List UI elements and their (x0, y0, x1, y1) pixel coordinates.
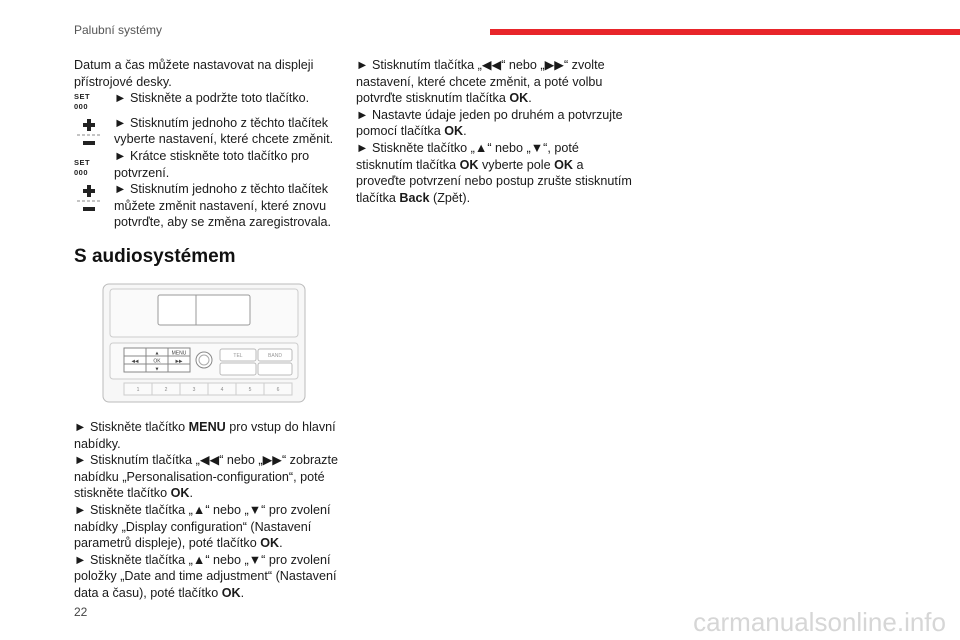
step-confirm-set (74, 148, 344, 181)
plus-minus-icon (74, 183, 106, 220)
step-text: ► Stiskněte a podržte toto tlačítko. (114, 91, 310, 106)
up-button-label: ▲ (154, 350, 160, 357)
prev-button-label: ◀◀ (131, 358, 139, 364)
set-data-paragraph: ► Nastavte údaje jeden po druhém a potvrzujte pomocí tlačítka OK. (356, 107, 623, 139)
select-setting-paragraph: ► Stisknutím tlačítka „◀◀“ nebo „▶▶“ zvolte nastavení, které chcete změnit, a poté volbu potvrďte stisknutím tlačítka OK. (356, 58, 605, 106)
section-heading: S audiosystémem (74, 245, 236, 267)
step-text: ► Stisknutím jednoho z těchto tlačítek můžete změnit nastavení, které znovu potvrďte, aby se změna zaregistrovala. (114, 182, 332, 230)
step-select-setting (74, 115, 344, 148)
menu-paragraph: ► Stiskněte tlačítko MENU pro vstup do hlavní nabídky. (74, 419, 336, 451)
preset-label: 6 (276, 386, 280, 393)
step-hold-set (74, 90, 344, 112)
header-accent-bar (490, 29, 960, 35)
preset-buttons (124, 383, 292, 395)
step-text: ► Stisknutím jednoho z těchto tlačítek vyberte nastavení, které chcete změnit. (114, 115, 334, 147)
audio-system-illustration (102, 283, 306, 403)
intro-paragraph: Datum a čas můžete nastavovat na displeji přístrojové desky. (74, 58, 314, 89)
next-button-label: ▶▶ (175, 358, 183, 364)
display-config-paragraph: ► Stiskněte tlačítka „▲“ nebo „▼“ pro zvolení nabídky „Display configuration“ (Nastavení parametrů displeje), poté tlačítko OK. (74, 502, 331, 551)
band-button-label: BAND (268, 352, 282, 359)
menu-button-label: MENU (171, 350, 187, 357)
preset-label: 4 (220, 386, 224, 393)
preset-label: 3 (192, 386, 196, 393)
ok-button-label: OK (153, 358, 161, 365)
personalisation-paragraph: ► Stisknutím tlačítka „◀◀“ nebo „▶▶“ zobrazte nabídku „Personalisation-configuration“, poté stiskněte tlačítko OK. (74, 453, 338, 501)
tel-button-label: TEL (233, 352, 243, 359)
left-column (74, 57, 344, 601)
step-change-setting (74, 181, 344, 231)
set-button-icon: SET 000 (74, 92, 91, 112)
right-column (356, 57, 634, 206)
preset-label: 5 (248, 386, 252, 393)
confirm-cancel-paragraph: ► Stiskněte tlačítko „▲“ nebo „▼“, poté stisknutím tlačítka OK vyberte pole OK a proveďte potvrzení nebo postup zrušte stisknutím tlačítka Back (Zpět). (356, 140, 632, 205)
preset-label: 2 (164, 386, 168, 393)
watermark: carmanualsonline.info (693, 607, 946, 637)
date-time-paragraph: ► Stiskněte tlačítka „▲“ nebo „▼“ pro zvolení položky „Date and time adjustment“ (Nastavení data a času), poté tlačítko OK. (74, 552, 337, 600)
header-title: Palubní systémy (74, 23, 163, 37)
page-number: 22 (74, 605, 88, 619)
step-text: ► Krátce stiskněte toto tlačítko pro potvrzení. (114, 148, 310, 180)
preset-label: 1 (136, 386, 140, 393)
set-button-icon: SET 000 (74, 157, 91, 177)
down-button-label: ▼ (154, 366, 160, 373)
